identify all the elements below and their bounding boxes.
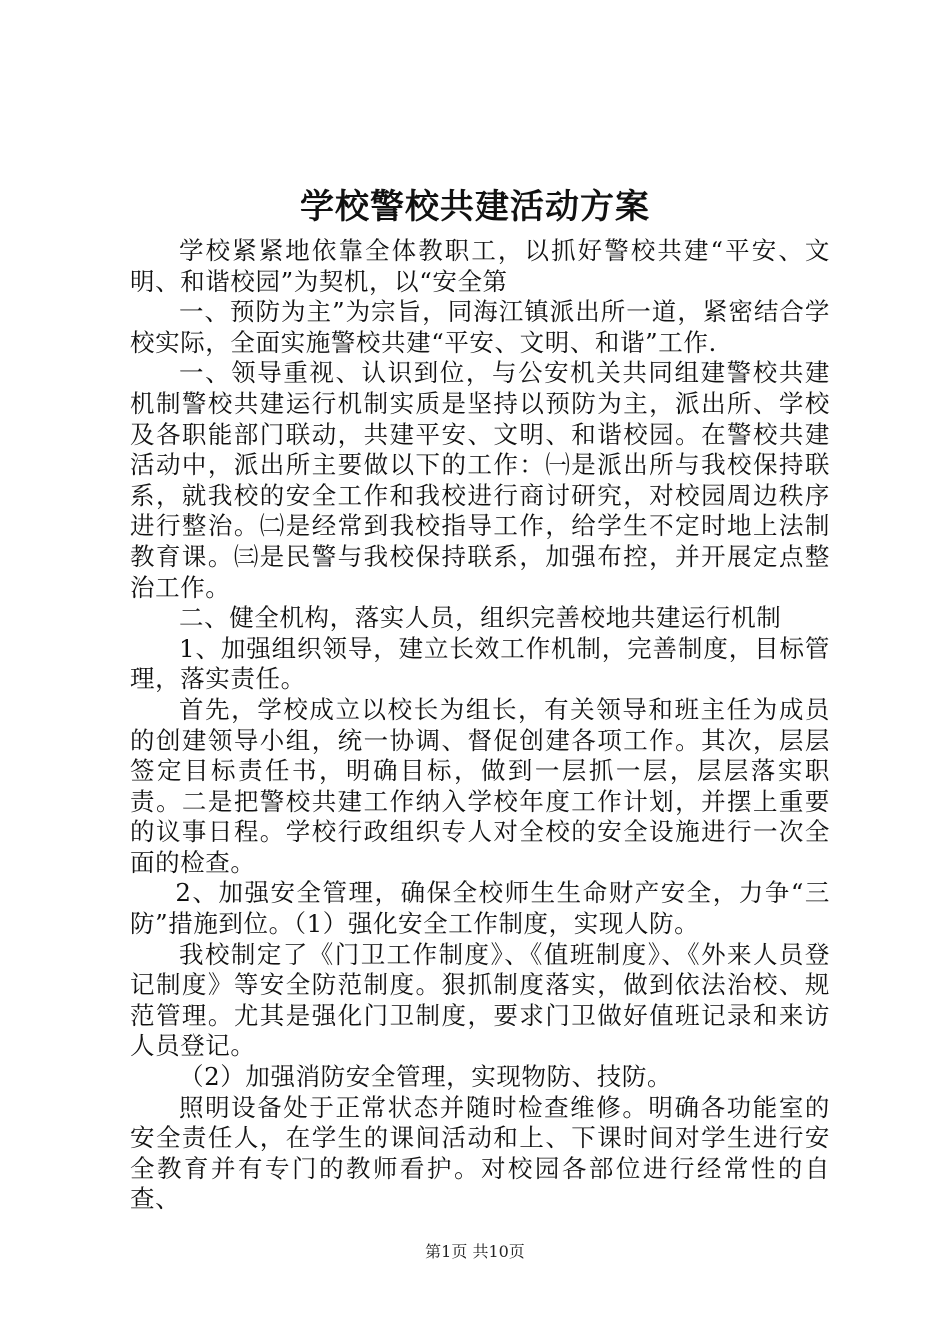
paragraph: 首先，学校成立以校长为组长，有关领导和班主任为成员的创建领导小组，统一协调、督促创建各项工作。其次，层层签定目标责任书，明确目标，做到一层抓一层，层层落实职责。二是把警校共建工作纳入学校年度工作计划，并摆上重要的议事日程。学校行政组织专人对全校的安全设施进行一次全面的检查。 — [130, 694, 830, 877]
paragraph: 照明设备处于正常状态并随时检查维修。明确各功能室的安全责任人，在学生的课间活动和上、下课时间对学生进行安全教育并有专门的教师看护。对校园各部位进行经常性的自查、 — [130, 1092, 830, 1214]
paragraph: 二、健全机构，落实人员，组织完善校地共建运行机制 — [179, 603, 782, 633]
paragraph: 一、领导重视、认识到位，与公安机关共同组建警校共建机制警校共建运行机制实质是坚持以预防为主，派出所、学校及各职能部门联动，共建平安、文明、和谐校园。在警校共建活动中，派出所主要做以下的工作：㈠是派出所与我校保持联系，就我校的安全工作和我校进行商讨研究，对校园周边秩序进行整治。㈡是经常到我校指导工作，给学生不定时地上法制教育课。㈢是民警与我校保持联系，加强布控，并开展定点整治工作。 — [130, 358, 830, 602]
paragraph: （2）加强消防安全管理，实现物防、技防。 — [179, 1062, 673, 1092]
paragraph: 2、加强安全管理，确保全校师生生命财产安全，力争“三防”措施到位。（1）强化安全工作制度，实现人防。 — [130, 878, 830, 939]
document-title: 学校警校共建活动方案 — [300, 187, 650, 227]
paragraph: 学校紧紧地依靠全体教职工，以抓好警校共建“平安、文明、和谐校园”为契机，以“安全第 — [130, 236, 830, 296]
paragraph: 一、预防为主”为宗旨，同海江镇派出所一道，紧密结合学校实际，全面实施警校共建“平安、文明、和谐”工作. — [130, 297, 830, 357]
document-body — [130, 236, 830, 1215]
page-number-footer: 第1页 共10页 — [425, 1242, 525, 1261]
paragraph: 1、加强组织领导，建立长效工作机制，完善制度，目标管理，落实责任。 — [130, 633, 830, 694]
paragraph: 我校制定了《门卫工作制度》、《值班制度》、《外来人员登记制度》等安全防范制度。狠抓制度落实，做到依法治校、规范管理。尤其是强化门卫制度，要求门卫做好值班记录和来访人员登记。 — [130, 939, 830, 1061]
